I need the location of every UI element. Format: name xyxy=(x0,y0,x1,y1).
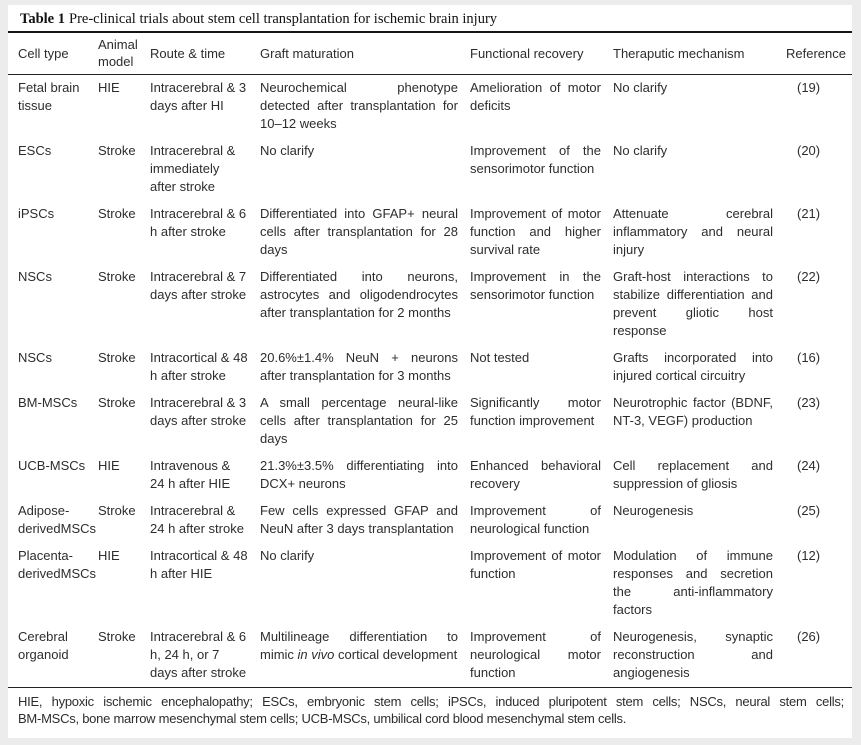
col-header-graft-maturation: Graft maturation xyxy=(260,33,470,75)
cell-animal-model: Stroke xyxy=(98,269,136,284)
cell-reference: (21) xyxy=(797,206,821,221)
cell-reference: (16) xyxy=(797,350,821,365)
cell-functional-recovery: Improvement of neurological motor function xyxy=(470,629,601,680)
cell-route-time: Intravenous & 24 h after HIE xyxy=(150,458,231,491)
table-row xyxy=(8,264,852,345)
cell-therapeutic-mechanism: Graft-host interactions to stabilize differentiation and prevent gliotic host response xyxy=(613,269,773,338)
cell-animal-model: HIE xyxy=(98,458,120,473)
cell-route-time: Intracerebral & immediately after stroke xyxy=(150,143,236,194)
cell-graft-maturation: Neurochemical phenotype detected after transplantation for 10–12 weeks xyxy=(260,80,458,131)
cell-therapeutic-mechanism: Modulation of immune responses and secretion the anti-inflammatory factors xyxy=(613,548,773,617)
table-footnote xyxy=(8,687,852,731)
cell-route-time: Intracortical & 48 h after stroke xyxy=(150,350,248,383)
cell-therapeutic-mechanism: Grafts incorporated into injured cortical circuitry xyxy=(613,350,773,383)
cell-animal-model: Stroke xyxy=(98,143,136,158)
cell-reference: (26) xyxy=(797,629,821,644)
table-row xyxy=(8,345,852,390)
cell-animal-model: Stroke xyxy=(98,206,136,221)
table-row xyxy=(8,201,852,264)
cell-reference: (19) xyxy=(797,80,821,95)
cell-therapeutic-mechanism: No clarify xyxy=(613,80,668,95)
cell-graft-maturation: No clarify xyxy=(260,143,315,158)
cell-graft-maturation: A small percentage neural-like cells after transplantation for 25 days xyxy=(260,395,458,446)
cell-functional-recovery: Improvement of neurological function xyxy=(470,503,601,536)
cell-therapeutic-mechanism: No clarify xyxy=(613,143,668,158)
cell-graft-maturation: Few cells expressed GFAP and NeuN after 3 days transplantation xyxy=(260,503,458,536)
cell-therapeutic-mechanism: Attenuate cerebral inflammatory and neural injury xyxy=(613,206,773,257)
cell-reference: (20) xyxy=(797,143,821,158)
cell-cell-type: NSCs xyxy=(18,269,52,284)
table-caption xyxy=(8,5,852,33)
cell-reference: (22) xyxy=(797,269,821,284)
cell-functional-recovery: Improvement of motor function xyxy=(470,548,601,581)
cell-animal-model: Stroke xyxy=(98,629,136,644)
cell-animal-model: Stroke xyxy=(98,350,136,365)
cell-functional-recovery: Improvement of motor function and higher survival rate xyxy=(470,206,601,257)
cell-functional-recovery: Amelioration of motor deficits xyxy=(470,80,601,113)
cell-animal-model: HIE xyxy=(98,548,120,563)
col-header-cell-type: Cell type xyxy=(8,33,98,75)
col-header-animal-model: Animal model xyxy=(98,33,150,75)
cell-functional-recovery: Improvement of the sensorimotor function xyxy=(470,143,601,176)
table-row xyxy=(8,138,852,201)
cell-route-time: Intracerebral & 7 days after stroke xyxy=(150,269,247,302)
cell-cell-type: Cerebral organoid xyxy=(18,629,69,662)
cell-animal-model: Stroke xyxy=(98,503,136,518)
cell-reference: (23) xyxy=(797,395,821,410)
footnote-line-1: HIE, hypoxic ischemic encephalopathy; ESCs, embryonic stem cells; iPSCs, induced pluripotent stem cells; NSCs, neural stem cells; xyxy=(18,694,844,709)
cell-graft-maturation: No clarify xyxy=(260,548,315,563)
cell-cell-type: BM-MSCs xyxy=(18,395,78,410)
cell-animal-model: HIE xyxy=(98,80,120,95)
col-header-functional-recovery: Functional recovery xyxy=(470,33,613,75)
cell-graft-maturation: Differentiated into GFAP+ neural cells after transplantation for 28 days xyxy=(260,206,458,257)
cell-cell-type: ESCs xyxy=(18,143,52,158)
cell-route-time: Intracerebral & 24 h after stroke xyxy=(150,503,244,536)
col-header-route-time: Route & time xyxy=(150,33,260,75)
table-row xyxy=(8,624,852,687)
cell-animal-model: Stroke xyxy=(98,395,136,410)
cell-route-time: Intracerebral & 3 days after HI xyxy=(150,80,247,113)
cell-route-time: Intracerebral & 6 h after stroke xyxy=(150,206,247,239)
cell-route-time: Intracerebral & 6 h, 24 h, or 7 days after stroke xyxy=(150,629,247,680)
cell-functional-recovery: Improvement in the sensorimotor function xyxy=(470,269,601,302)
table-row xyxy=(8,498,852,543)
cell-reference: (12) xyxy=(797,548,821,563)
cell-functional-recovery: Significantly motor function improvement xyxy=(470,395,601,428)
preclinical-trials-table xyxy=(8,33,852,687)
col-header-reference: Reference xyxy=(785,33,852,75)
cell-cell-type: Placenta-derivedMSCs xyxy=(18,548,97,581)
cell-cell-type: UCB-MSCs xyxy=(18,458,86,473)
table-row xyxy=(8,390,852,453)
cell-graft-maturation: 20.6%±1.4% NeuN + neurons after transplantation for 3 months xyxy=(260,350,458,383)
cell-route-time: Intracortical & 48 h after HIE xyxy=(150,548,248,581)
cell-therapeutic-mechanism: Neurogenesis, synaptic reconstruction and angiogenesis xyxy=(613,629,773,680)
cell-route-time: Intracerebral & 3 days after stroke xyxy=(150,395,247,428)
table-number: Table 1 xyxy=(20,11,65,27)
cell-graft-maturation: 21.3%±3.5% differentiating into DCX+ neurons xyxy=(260,458,458,491)
table-row xyxy=(8,75,852,139)
header-row xyxy=(8,33,852,75)
cell-functional-recovery: Not tested xyxy=(470,350,530,365)
cell-cell-type: NSCs xyxy=(18,350,52,365)
cell-functional-recovery: Enhanced behavioral recovery xyxy=(470,458,601,491)
cell-cell-type: iPSCs xyxy=(18,206,55,221)
table-card xyxy=(8,5,852,738)
table-row xyxy=(8,543,852,624)
cell-therapeutic-mechanism: Cell replacement and suppression of gliosis xyxy=(613,458,773,491)
footnote-line-2: BM-MSCs, bone marrow mesenchymal stem cells; UCB-MSCs, umbilical cord blood mesenchymal stem cells. xyxy=(18,711,627,726)
cell-therapeutic-mechanism: Neurotrophic factor (BDNF, NT-3, VEGF) production xyxy=(613,395,773,428)
cell-graft-maturation: Differentiated into neurons, astrocytes and oligodendrocytes after transplantation for 2 months xyxy=(260,269,458,320)
cell-therapeutic-mechanism: Neurogenesis xyxy=(613,503,694,518)
cell-reference: (25) xyxy=(797,503,821,518)
cell-cell-type: Adipose-derivedMSCs xyxy=(18,503,97,536)
caption-text: Pre-clinical trials about stem cell transplantation for ischemic brain injury xyxy=(69,11,498,27)
table-row xyxy=(8,453,852,498)
cell-cell-type: Fetal brain tissue xyxy=(18,80,80,113)
col-header-therapeutic-mechanism: Theraputic mechanism xyxy=(613,33,785,75)
cell-reference: (24) xyxy=(797,458,821,473)
cell-graft-maturation: Multilineage differentiation to mimic in vivo cortical development xyxy=(260,629,458,662)
